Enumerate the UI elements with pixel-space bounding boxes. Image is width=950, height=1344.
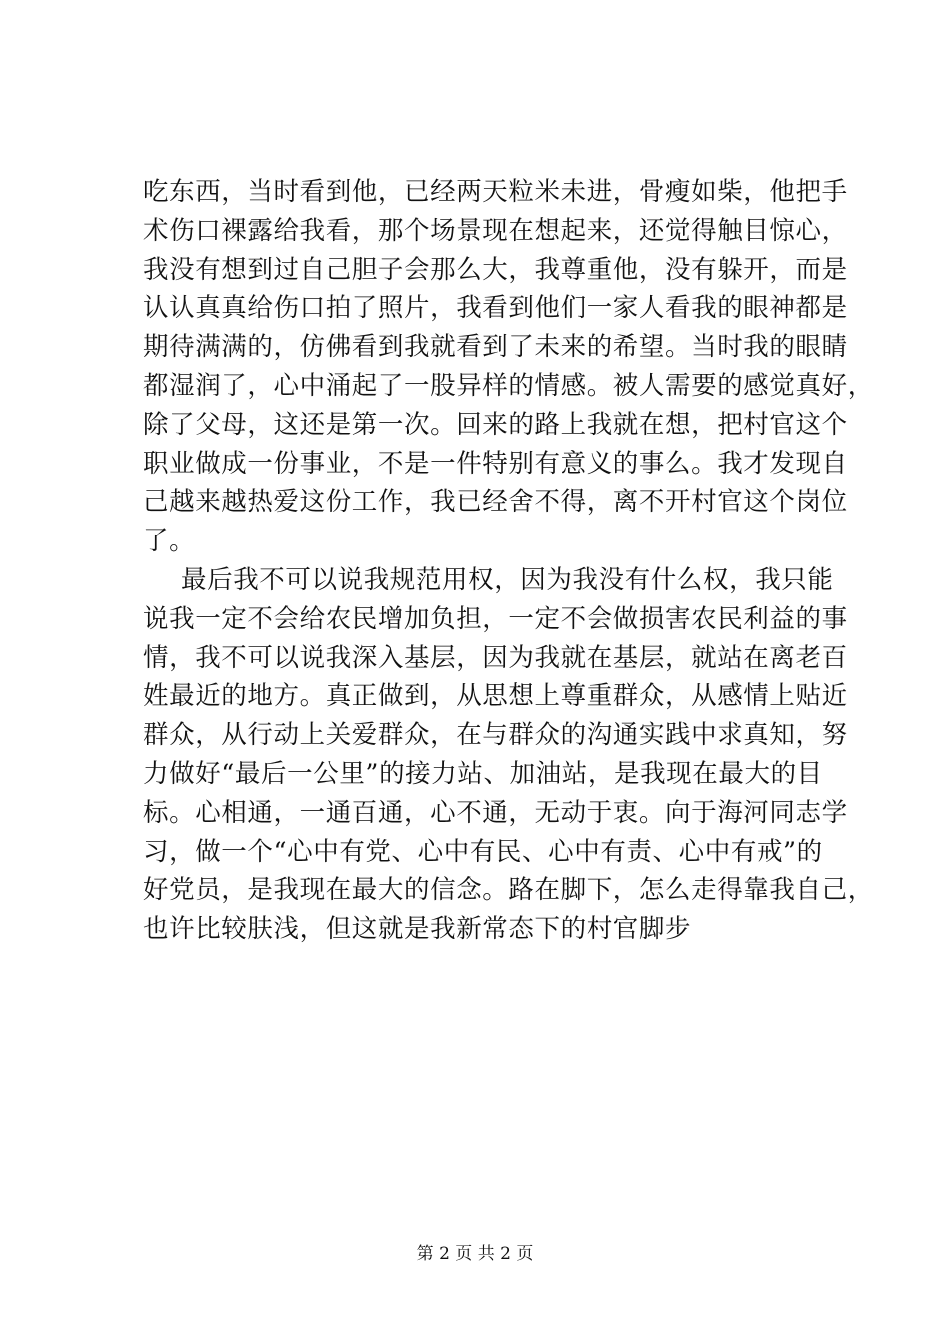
text-line: 情，我不可以说我深入基层，因为我就在基层，就站在离老百	[143, 642, 848, 673]
text-line: 好党员，是我现在最大的信念。路在脚下，怎么走得靠我自己，	[143, 875, 874, 906]
text-line: 习，做一个“心中有党、心中有民、心中有责、心中有戒”的	[143, 836, 823, 867]
text-line: 都湿润了，心中涌起了一股异样的情感。被人需要的感觉真好，	[143, 370, 874, 401]
page-number: 第 2 页 共 2 页	[416, 1244, 534, 1264]
text-line: 力做好“最后一公里”的接力站、加油站，是我现在最大的目	[143, 758, 823, 789]
text-line: 也许比较肤浅，但这就是我新常态下的村官脚步	[143, 914, 692, 945]
text-line: 了。	[143, 526, 196, 557]
text-line: 认认真真给伤口拍了照片，我看到他们一家人看我的眼神都是	[143, 293, 848, 324]
text-line: 职业做成一份事业，不是一件特别有意义的事么。我才发现自	[143, 448, 848, 479]
text-line: 说我一定不会给农民增加负担，一定不会做损害农民利益的事	[143, 603, 848, 634]
page-footer	[0, 1244, 950, 1264]
text-line: 标。心相通，一通百通，心不通，无动于衷。向于海河同志学	[143, 797, 848, 828]
paragraph-2	[143, 561, 874, 949]
text-line: 最后我不可以说我规范用权，因为我没有什么权，我只能	[181, 564, 834, 595]
text-line: 吃东西，当时看到他，已经两天粒米未进，骨瘦如柴，他把手	[143, 177, 848, 207]
document-body	[143, 173, 874, 949]
text-line: 我没有想到过自己胆子会那么大，我尊重他，没有躲开，而是	[143, 254, 848, 285]
paragraph-1	[143, 173, 874, 561]
text-line: 己越来越热爱这份工作，我已经舍不得，离不开村官这个岗位	[143, 487, 848, 518]
text-line: 姓最近的地方。真正做到，从思想上尊重群众，从感情上贴近	[143, 681, 848, 712]
text-line: 术伤口裸露给我看，那个场景现在想起来，还觉得触目惊心，	[143, 215, 848, 246]
text-line: 群众，从行动上关爱群众，在与群众的沟通实践中求真知，努	[143, 720, 848, 751]
text-line: 除了父母，这还是第一次。回来的路上我就在想，把村官这个	[143, 409, 848, 440]
text-line: 期待满满的，仿佛看到我就看到了未来的希望。当时我的眼睛	[143, 332, 848, 363]
